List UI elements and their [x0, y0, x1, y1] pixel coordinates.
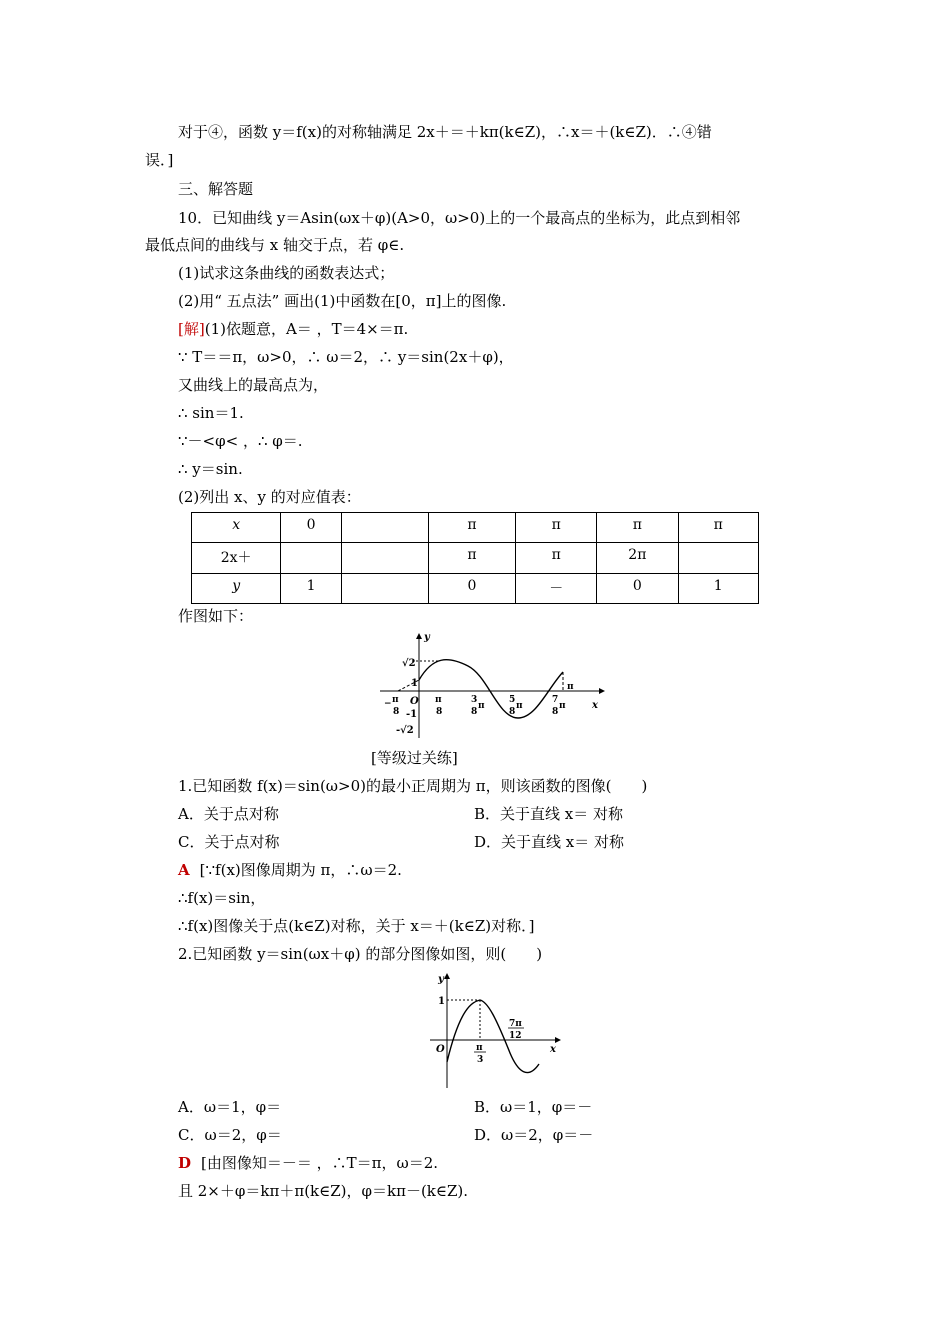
value-table: [191, 512, 759, 604]
text-line: ∵－<φ< ，∴ φ＝.: [178, 432, 303, 450]
table-row: [192, 513, 759, 543]
axis-label-y: y: [438, 974, 444, 985]
tick-label: 7π: [509, 1019, 522, 1029]
table-cell: 0: [428, 573, 516, 603]
text-line: [178, 860, 402, 880]
text-span: (1)依题意，A＝ ，T＝4×＝π.: [204, 320, 409, 338]
tick-label: π: [559, 701, 566, 711]
table-row: [192, 543, 759, 573]
tick-label: 5: [509, 695, 516, 705]
tick-label: 8: [552, 707, 559, 717]
tick-label: 1: [438, 996, 445, 1007]
table-cell: 2π: [597, 543, 678, 573]
text-line: ∴ sin＝1.: [178, 404, 244, 422]
table-cell: 1: [678, 573, 758, 603]
sine-curve: [447, 1000, 539, 1073]
table-cell: －: [516, 573, 597, 603]
table-cell: 1: [281, 573, 342, 603]
text-line: (2)列出 x、y 的对应值表：: [178, 488, 361, 506]
table-cell: [341, 513, 428, 543]
tick-label: π: [435, 695, 442, 705]
table-cell: [341, 543, 428, 573]
option-d: D．ω＝2，φ＝－: [474, 1126, 594, 1144]
table-cell: π: [516, 513, 597, 543]
table-cell: 0: [281, 513, 342, 543]
section-heading: [等级过关练]: [371, 749, 458, 767]
table-cell: y: [192, 573, 281, 603]
text-line: 且 2×＋φ＝kπ＋π(k∈Z)，φ＝kπ－(k∈Z).: [178, 1182, 469, 1200]
tick-label: π: [478, 701, 485, 711]
sine-graph-1: [378, 628, 610, 740]
tick-label: 12: [509, 1031, 522, 1041]
table-cell: 0: [597, 573, 678, 603]
option-b: B．关于直线 x＝ 对称: [474, 805, 624, 823]
tick-label: π: [476, 1043, 483, 1053]
option-c: C．ω＝2，φ＝: [178, 1126, 282, 1144]
origin-label: O: [410, 696, 419, 707]
tick-label: 8: [393, 707, 400, 717]
table-cell: [341, 573, 428, 603]
tick-label: 8: [471, 707, 478, 717]
answer-label: A: [178, 861, 190, 879]
tick-label: 3: [477, 1055, 484, 1065]
tick-label: √2: [402, 658, 416, 669]
table-cell: x: [192, 513, 281, 543]
table-cell: π: [597, 513, 678, 543]
text-line: [178, 1153, 438, 1173]
solution-label: [解]: [178, 320, 205, 338]
option-b: B．ω＝1，φ＝－: [474, 1098, 593, 1116]
axis-label-x: x: [592, 700, 598, 711]
question-stem: 1.已知函数 f(x)＝sin(ω>0)的最小正周期为 π，则该函数的图像( ): [178, 777, 648, 795]
text-line: (1)试求这条曲线的函数表达式；: [178, 264, 395, 282]
tick-label: π: [567, 682, 574, 692]
origin-label: O: [436, 1044, 445, 1055]
tick-label: 8: [436, 707, 443, 717]
tick-label: -1: [406, 709, 418, 720]
table-cell: 2x＋: [192, 543, 281, 573]
table-cell: [678, 543, 758, 573]
tick-label: −: [384, 699, 392, 709]
text-line: 误．]: [145, 151, 174, 169]
text-span: [∵f(x)图像周期为 π，∴ω＝2.: [199, 861, 402, 879]
tick-label: 8: [509, 707, 516, 717]
option-a: A．ω＝1，φ＝: [178, 1098, 282, 1116]
tick-label: 7: [552, 695, 559, 705]
option-a: A．关于点对称: [178, 805, 279, 823]
tick-label: π: [392, 695, 399, 705]
tick-label: π: [516, 701, 523, 711]
table-row: [192, 573, 759, 603]
table-cell: [281, 543, 342, 573]
axis-label-x: x: [550, 1044, 556, 1055]
text-line: 作图如下：: [178, 607, 254, 625]
text-line: 对于④，函数 y＝f(x)的对称轴满足 2x＋＝＋kπ(k∈Z)，∴x＝＋(k∈Z)．∴④错: [178, 123, 712, 141]
text-line: 又曲线上的最高点为，: [178, 376, 329, 394]
axis-label-y: y: [424, 632, 430, 643]
text-span: [由图像知＝－＝ ，∴T＝π，ω＝2.: [201, 1154, 439, 1172]
text-line: ∴ y＝sin.: [178, 460, 243, 478]
sine-graph-2: [420, 968, 566, 1090]
text-line: 最低点间的曲线与 x 轴交于点，若 φ∈.: [145, 236, 405, 254]
table-cell: π: [678, 513, 758, 543]
text-line: (2)用“ 五点法” 画出(1)中函数在[0，π]上的图像.: [178, 292, 507, 310]
text-line: [178, 319, 408, 339]
tick-label: -√2: [396, 725, 414, 736]
section-heading: 三、解答题: [178, 180, 254, 198]
text-line: ∴f(x)图像关于点(k∈Z)对称，关于 x＝＋(k∈Z)对称．]: [178, 917, 535, 935]
table-cell: π: [516, 543, 597, 573]
tick-label: 3: [471, 695, 478, 705]
question-stem: 2.已知函数 y＝sin(ωx＋φ) 的部分图像如图，则( ): [178, 945, 543, 963]
text-line: ∴f(x)＝sin，: [178, 889, 266, 907]
table-cell: π: [428, 513, 516, 543]
option-d: D．关于直线 x＝ 对称: [474, 833, 625, 851]
text-line: ∵ T＝＝π，ω>0，∴ ω＝2，∴ y＝sin(2x＋φ)，: [178, 348, 514, 366]
option-c: C．关于点对称: [178, 833, 280, 851]
answer-label: D: [178, 1154, 192, 1172]
tick-label: 1: [411, 678, 418, 689]
text-line: 10．已知曲线 y＝Asin(ωx＋φ)(A>0，ω>0)上的一个最高点的坐标为，此点到相邻: [178, 209, 741, 227]
table-cell: π: [428, 543, 516, 573]
